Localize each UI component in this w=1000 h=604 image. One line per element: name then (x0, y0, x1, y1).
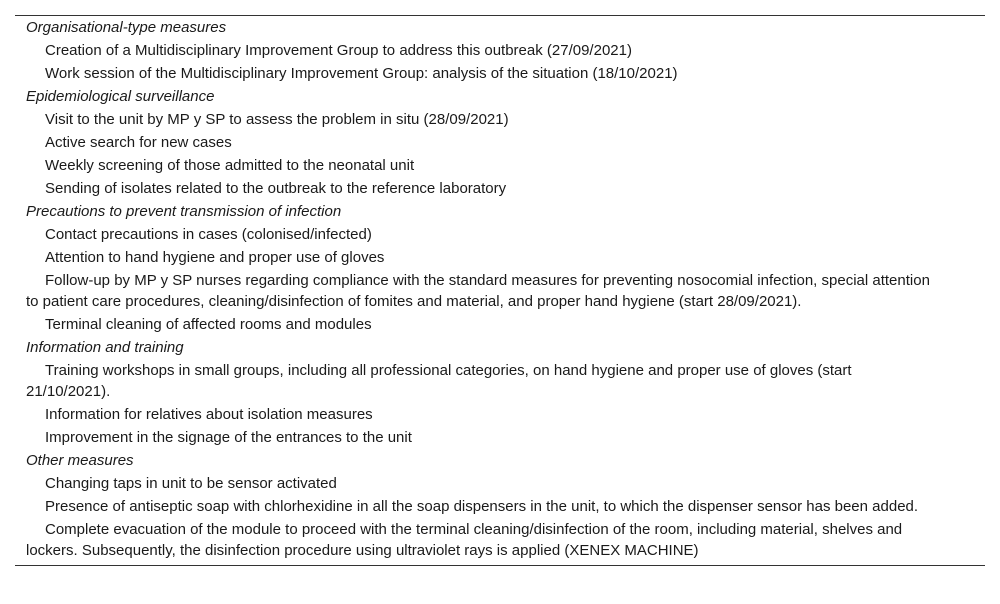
category-heading: Information and training (26, 339, 184, 356)
measure-item: Work session of the Multidisciplinary Improvement Group: analysis of the situation (18/10/2021) (45, 65, 678, 82)
measure-item: Visit to the unit by MP y SP to assess the problem in situ (28/09/2021) (45, 111, 509, 128)
measure-item: Presence of antiseptic soap with chlorhexidine in all the soap dispensers in the unit, to which the dispenser sensor has been added. (45, 498, 919, 515)
measure-item: Complete evacuation of the module to proceed with the terminal cleaning/disinfection of the room, including material, shelves and lockers. Subsequently, the disinfection procedure using ultraviolet rays is applied (XENEX MACHINE) (26, 521, 903, 559)
measure-item: Creation of a Multidisciplinary Improvement Group to address this outbreak (27/09/2021) (45, 42, 632, 59)
measure-item: Attention to hand hygiene and proper use of gloves (45, 249, 385, 266)
measure-item: Sending of isolates related to the outbreak to the reference laboratory (45, 180, 507, 197)
measure-item: Information for relatives about isolation measures (45, 406, 373, 423)
measure-item: Follow-up by MP y SP nurses regarding compliance with the standard measures for preventing nosocomial infection, special attention to patient care procedures, cleaning/disinfection of fomites and material, and proper hand hygiene (start 28/09/2021). (26, 272, 930, 310)
measure-item: Contact precautions in cases (colonised/infected) (45, 226, 372, 243)
measure-item: Active search for new cases (45, 134, 232, 151)
measures-table (15, 15, 985, 566)
measure-item: Terminal cleaning of affected rooms and modules (45, 316, 372, 333)
category-heading: Precautions to prevent transmission of infection (26, 203, 342, 220)
category-heading: Other measures (26, 452, 134, 469)
category-heading: Epidemiological surveillance (26, 88, 215, 105)
measure-item: Improvement in the signage of the entrances to the unit (45, 429, 412, 446)
category-heading: Organisational-type measures (26, 19, 227, 36)
measure-item: Changing taps in unit to be sensor activated (45, 475, 337, 492)
measure-item: Weekly screening of those admitted to the neonatal unit (45, 157, 415, 174)
measure-item: Training workshops in small groups, including all professional categories, on hand hygiene and proper use of gloves (start 21/10/2021). (26, 362, 852, 400)
